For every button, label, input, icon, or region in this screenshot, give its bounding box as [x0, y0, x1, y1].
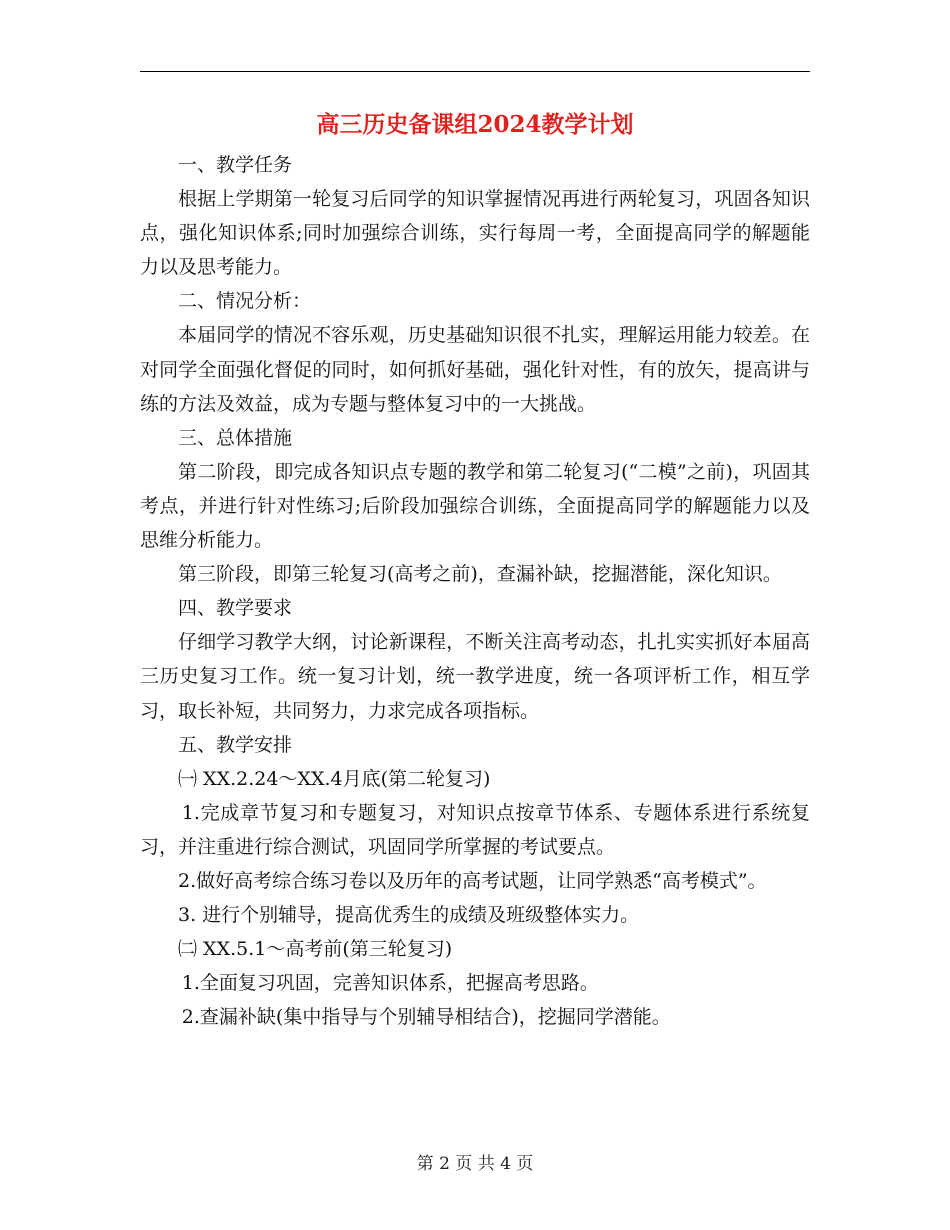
section-heading-overall-measures: 三、总体措施: [178, 426, 293, 449]
schedule-item-2-2: 2.查漏补缺(集中指导与个别辅导相结合)，挖掘同学潜能。: [181, 1006, 671, 1029]
schedule-item-1-3: 3. 进行个别辅导，提高优秀生的成绩及班级整体实力。: [178, 904, 640, 927]
header-rule: [140, 71, 810, 72]
schedule-item-1-1: 1.完成章节复习和专题复习，对知识点按章节体系、专题体系进行系统复习，并注重进行综合测试，巩固同学所掌握的考试要点。: [140, 801, 810, 858]
page-footer: 第 2 页 共 4 页: [416, 1154, 534, 1174]
schedule-period-one: ㈠ XX.2.24～XX.4月底(第二轮复习): [178, 767, 491, 790]
paragraph-teaching-requirements: 仔细学习教学大纲，讨论新课程，不断关注高考动态，扎扎实实抓好本届高三历史复习工作。统一复习计划，统一教学进度，统一各项评析工作，相互学习，取长补短，共同努力，力求完成各项指标。: [140, 631, 810, 722]
paragraph-teaching-task: 根据上学期第一轮复习后同学的知识掌握情况再进行两轮复习，巩固各知识点，强化知识体系;同时加强综合训练，实行每周一考，全面提高同学的解题能力以及思考能力。: [140, 188, 810, 279]
schedule-item-2-1: 1.全面复习巩固，完善知识体系，把握高考思路。: [181, 972, 599, 995]
paragraph-situation-analysis: 本届同学的情况不容乐观，历史基础知识很不扎实，理解运用能力较差。在对同学全面强化督促的同时，如何抓好基础，强化针对性，有的放矢，提高讲与练的方法及效益，成为专题与整体复习中的一大挑战。: [140, 324, 810, 415]
document-body: [140, 148, 810, 1034]
section-heading-situation-analysis: 二、情况分析：: [178, 290, 312, 313]
paragraph-second-stage: 第二阶段，即完成各知识点专题的教学和第二轮复习(“二模”之前)，巩固其考点，并进行针对性练习;后阶段加强综合训练，全面提高同学的解题能力以及思维分析能力。: [140, 460, 810, 552]
paragraph-third-stage: 第三阶段，即第三轮复习(高考之前)，查漏补缺，挖掘潜能，深化知识。: [178, 563, 782, 586]
schedule-item-1-2: 2.做好高考综合练习卷以及历年的高考试题，让同学熟悉“高考模式”。: [178, 869, 767, 892]
section-heading-teaching-task: 一、教学任务: [178, 154, 293, 176]
schedule-period-two: ㈡ XX.5.1～高考前(第三轮复习): [178, 938, 453, 961]
section-heading-teaching-requirements: 四、教学要求: [178, 597, 293, 620]
document-title: 高三历史备课组2024教学计划: [316, 111, 634, 138]
section-heading-teaching-schedule: 五、教学安排: [178, 733, 293, 756]
